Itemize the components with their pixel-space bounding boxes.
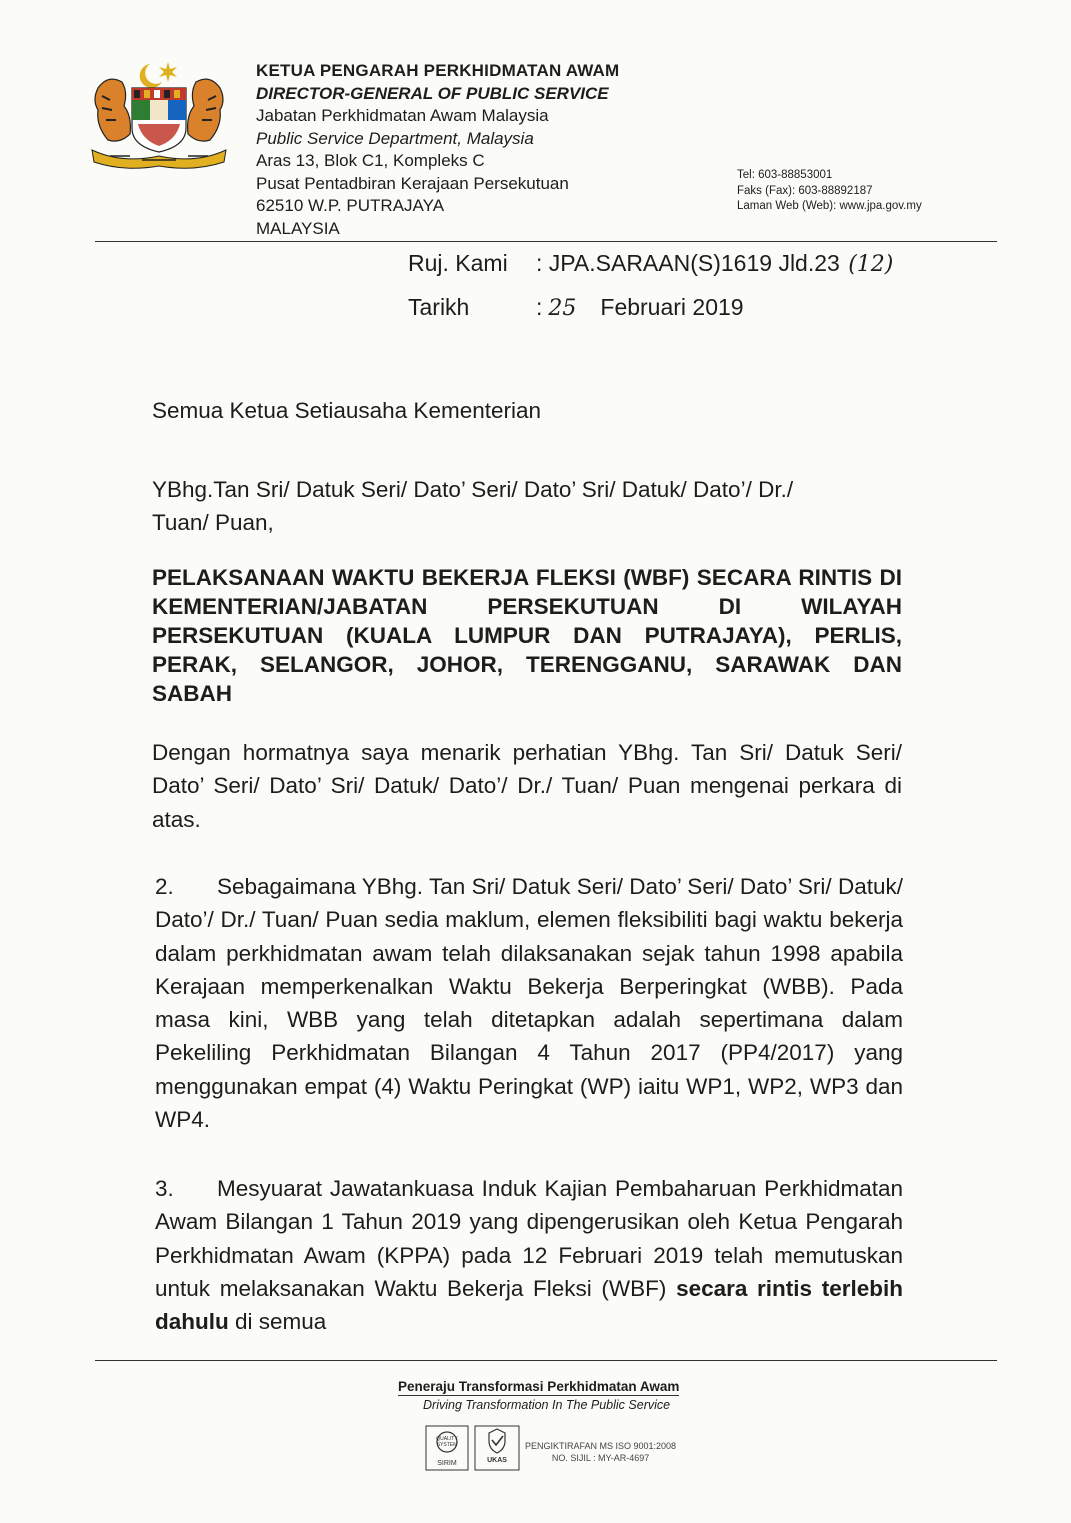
- address-line-2: Pusat Pentadbiran Kerajaan Persekutuan: [256, 173, 569, 193]
- reference-value: : JPA.SARAAN(S)1619 Jld.23: [536, 250, 840, 276]
- department-name-en: Public Service Department, Malaysia: [256, 128, 534, 148]
- footer-divider: [95, 1360, 997, 1361]
- address-line-4: MALAYSIA: [256, 218, 340, 238]
- contact-tel: Tel: 603-88853001: [737, 169, 833, 181]
- paragraph-3-text: Mesyuarat Jawatankuasa Induk Kajian Pembaharuan Perkhidmatan Awam Bilangan 1 Tahun 2019 yang dipengerusikan oleh Ketua Pengarah Perkhidmatan Awam (KPPA) pada 12 Februari 2019 telah memutuskan untuk melaksanakan Waktu Bekerja Fleksi (WBF): [155, 1176, 903, 1301]
- salutation: [152, 473, 902, 540]
- contact-web: Laman Web (Web): www.jpa.gov.my: [737, 200, 922, 212]
- logo-quality-text: QUALITY: [436, 1436, 458, 1442]
- contact-block: [737, 168, 922, 215]
- salutation-line-1: YBhg.Tan Sri/ Datuk Seri/ Dato’ Seri/ Dato’ Sri/ Datuk/ Dato’/ Dr./: [152, 477, 794, 502]
- reference-label: Ruj. Kami: [408, 250, 508, 276]
- subject-heading: PELAKSANAAN WAKTU BEKERJA FLEKSI (WBF) SECARA RINTIS DI KEMENTERIAN/JABATAN PERSEKUTUAN DI WILAYAH PERSEKUTUAN (KUALA LUMPUR DAN PUTRAJAYA), PERLIS, PERAK, SELANGOR, JOHOR, TERENGGANU, SARAWAK DAN SABAH: [152, 565, 902, 706]
- letterhead: [256, 60, 619, 240]
- letterhead-title-en: DIRECTOR-GENERAL OF PUBLIC SERVICE: [256, 83, 609, 103]
- reference-line: [408, 250, 893, 277]
- certification-logos: [425, 1425, 521, 1471]
- date-line: [408, 294, 744, 321]
- header-divider: [95, 241, 997, 242]
- logo-sirim-text: SIRIM: [437, 1460, 457, 1467]
- paragraph-3-tail: di semua: [235, 1309, 327, 1335]
- logo-system-text: SYSTEM: [436, 1442, 458, 1448]
- date-month-year: Februari 2019: [600, 294, 744, 320]
- date-label: Tarikh: [408, 294, 470, 320]
- paragraph-2: [155, 870, 903, 1136]
- paragraph-2-number: 2.: [155, 874, 174, 899]
- paragraph-3-number: 3.: [155, 1176, 174, 1201]
- paragraph-2-text: Sebagaimana YBhg. Tan Sri/ Datuk Seri/ Dato’ Seri/ Dato’ Sri/ Datuk/ Dato’/ Dr./ Tuan/ Puan sedia maklum, elemen fleksibiliti bagi waktu bekerja dalam perkhidmatan awam telah dilaksanakan sejak tahun 1998 apabila Kerajaan memperkenalkan Waktu Bekerja Berperingkat (WBB). Pada masa kini, WBB yang telah ditetapkan adalah sepertimana dalam Pekeliling Perkhidmatan Bilangan 4 Tahun 2017 (PP4/2017) yang menggunakan empat (4) Waktu Peringkat (WP) iaitu WP1, WP2, WP3 dan WP4.: [155, 874, 903, 1133]
- certification-line-1: PENGIKTIRAFAN MS ISO 9001:2008: [525, 1441, 677, 1451]
- date-handwritten-day: 25: [548, 296, 577, 321]
- recipient: Semua Ketua Setiausaha Kementerian: [152, 398, 542, 423]
- certification-text: [525, 1440, 676, 1464]
- paragraph-3-bold-text: secara rintis terlebih dahulu: [155, 1275, 903, 1335]
- salutation-line-2: Tuan/ Puan,: [152, 510, 274, 536]
- date-colon: :: [536, 294, 543, 320]
- department-name: Jabatan Perkhidmatan Awam Malaysia: [256, 106, 549, 125]
- contact-fax: Faks (Fax): 603-88892187: [737, 184, 873, 197]
- address-line-3: 62510 W.P. PUTRAJAYA: [256, 196, 445, 215]
- certification-line-2: NO. SIJIL : MY-AR-4697: [551, 1453, 650, 1463]
- letterhead-title: KETUA PENGARAH PERKHIDMATAN AWAM: [256, 61, 620, 80]
- footer-slogan-en: Driving Transformation In The Public Service: [423, 1398, 671, 1412]
- reference-handwritten-number: (12): [848, 252, 894, 277]
- footer-slogan: Peneraju Transformasi Perkhidmatan Awam: [398, 1379, 680, 1394]
- paragraph-3: [155, 1172, 903, 1338]
- address-line-1: Aras 13, Blok C1, Kompleks C: [256, 151, 485, 170]
- intro-paragraph: Dengan hormatnya saya menarik perhatian YBhg. Tan Sri/ Datuk Seri/ Dato’ Seri/ Dato’ Sri/ Datuk/ Dato’/ Dr./ Tuan/ Puan mengenai perkara di atas.: [152, 740, 902, 832]
- logo-ukas-text: UKAS: [487, 1457, 507, 1464]
- coat-of-arms-logo: [88, 58, 230, 170]
